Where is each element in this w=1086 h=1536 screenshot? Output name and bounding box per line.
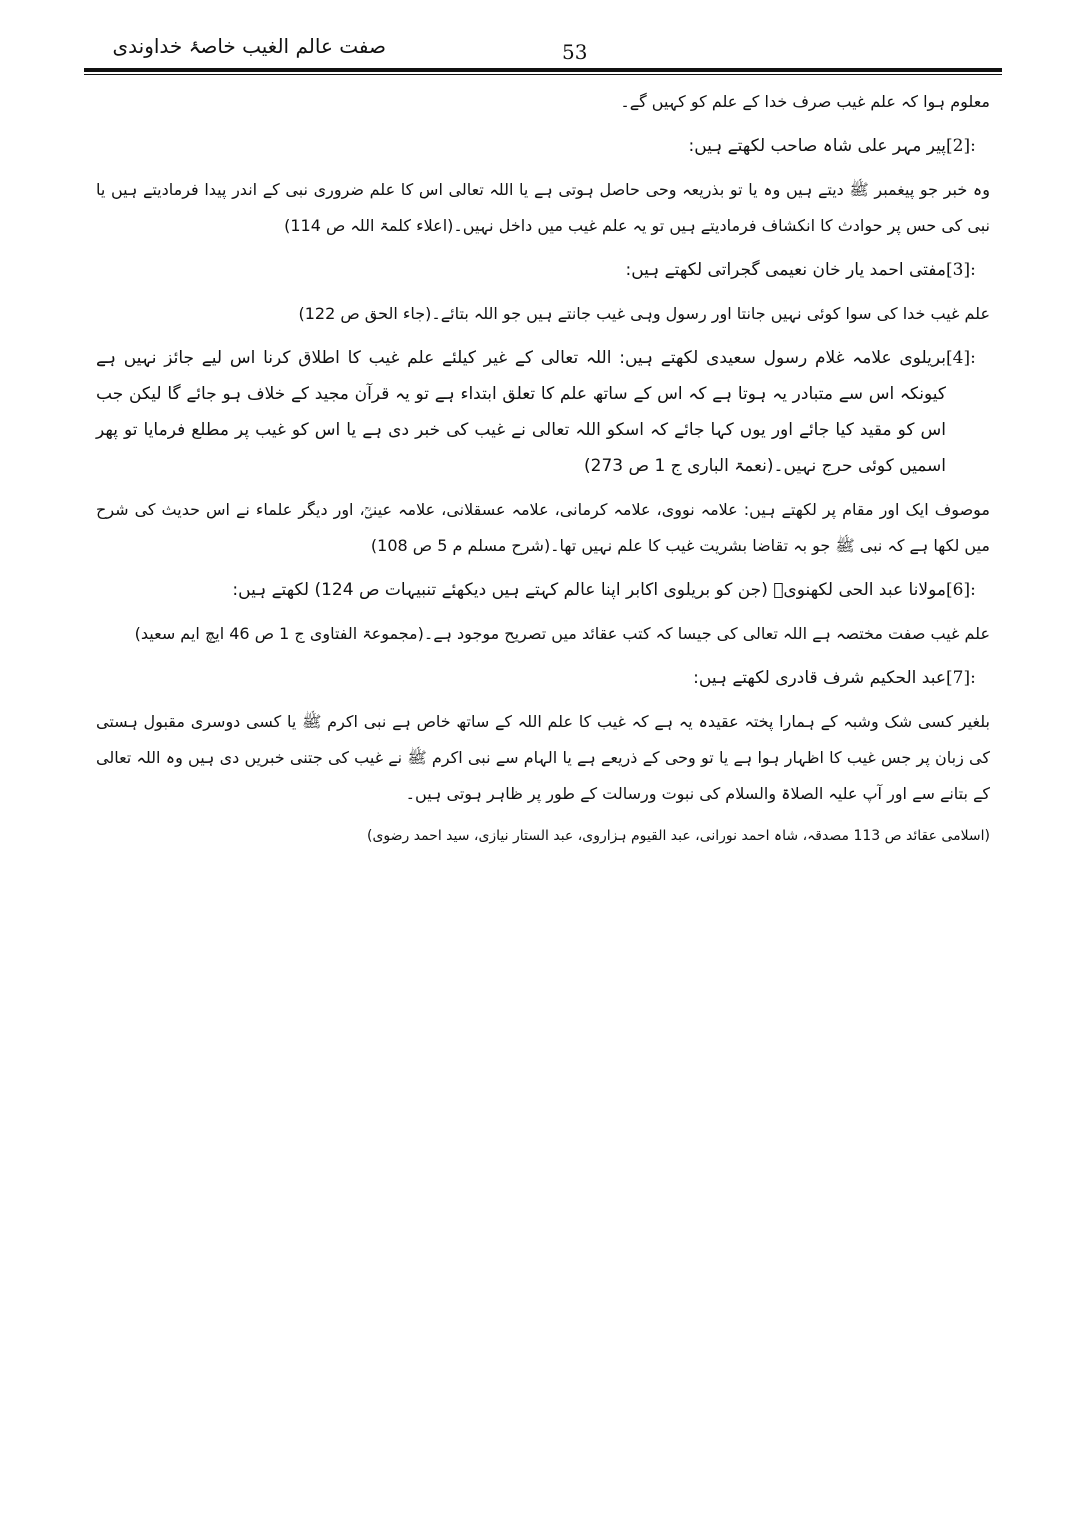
numbered-quote-heading (96, 572, 990, 608)
paragraph: معلوم ہوا کہ علم غیب صرف خدا کے علم کو کہیں گے۔ (620, 92, 990, 111)
paragraph: بلغیر کسی شک وشبہ کے ہمارا پختہ عقیدہ یہ ہے کہ غیب کا علم اللہ کے ساتھ خاص ہے نبی اکرم ﷺ یا کسی دوسری مقبول ہستی کی زبان پر جس غیب کا اظہار ہوا ہے یا تو وحی کے ذریعے ہے یا الہام سے نبی اکرم ﷺ نے غیب کی جتنی خبریں دی ہیں وہ اللہ تعالی کے بتانے سے اور آپ علیہ الصلاۃ والسلام کی نبوت ورسالت کے طور پر ظاہر ہوتی ہیں۔ (96, 712, 990, 803)
heading-text: عبد الحکیم شرف قادری لکھتے ہیں: (693, 668, 946, 688)
paragraph: موصوف ایک اور مقام پر لکھتے ہیں: علامہ نووی، علامہ کرمانی، علامہ عسقلانی، علامہ عینیؒ، اور دیگر علماء نے اس حدیث کی شرح میں لکھا ہے کہ نبی ﷺ جو بہ تقاضا بشریت غیب کا علم نہیں تھا۔(شرح مسلم م 5 ص 108) (96, 500, 990, 555)
numbered-quote-heading (96, 340, 990, 484)
paragraph: وہ خبر جو پیغمبر ﷺ دیتے ہیں وہ یا تو بذریعہ وحی حاصل ہوتی ہے یا اللہ تعالی اس کا علم ضروری نبی کے اندر پیدا فرمادیتے ہیں یا نبی کی حس پر حوادث کا انکشاف فرمادیتے ہیں تو یہ علم غیب میں داخل نہیں۔(اعلاء کلمۃ اللہ ص 114) (96, 180, 990, 235)
heading-text: پیر مہر علی شاہ صاحب لکھتے ہیں: (688, 136, 946, 156)
page-body (96, 84, 990, 864)
quote-number: [7]: (946, 668, 976, 688)
numbered-quote-heading (96, 660, 990, 696)
source-citation: (اسلامی عقائد ص 113 مصدقہ، شاہ احمد نورانی، عبد القیوم ہزاروی، عبد الستار نیازی، سید احمد رضوی) (366, 828, 990, 844)
numbered-quote-heading (96, 128, 990, 164)
quote-number: [3]: (946, 260, 976, 280)
heading-text: مفتی احمد یار خان نعیمی گجراتی لکھتے ہیں: (625, 260, 946, 280)
header-rule (84, 68, 1002, 72)
quote-number: [4]: (946, 348, 976, 368)
page-number: 53 (562, 40, 588, 64)
heading-text: مولانا عبد الحی لکھنویؒ (جن کو بریلوی اکابر اپنا عالم کہتے ہیں دیکھئے تنبیہات ص 124) لکھتے ہیں: (232, 580, 946, 600)
quoted-text: علم غیب خدا کی سوا کوئی نہیں جانتا اور رسول وہی غیب جانتے ہیں جو اللہ بتائے۔(جاء الحق ص 122) (298, 304, 990, 323)
quote-number: [2]: (946, 136, 976, 156)
heading-text: بریلوی علامہ غلام رسول سعیدی لکھتے ہیں: اللہ تعالی کے غیر کیلئے علم غیب کا اطلاق کرنا اس لیے جائز نہیں ہے کیونکہ اس سے متبادر یہ ہوتا ہے کہ اس کے ساتھ علم کا تعلق ابتداء ہے تو یہ قرآن مجید کے خلاف ہو جائے گا لیکن جب اس کو مقید کیا جائے اور یوں کہا جائے کہ اسکو اللہ تعالی نے غیب کی خبر دی ہے یا اس کو غیب پر مطلع فرمایا تو پھر اسمیں کوئی حرج نہیں۔(نعمۃ الباری ج 1 ص 273) (96, 348, 946, 476)
numbered-quote-heading (96, 252, 990, 288)
running-header-title: صفت عالم الغیب خاصۂ خداوندی (112, 34, 386, 58)
header-rule-thin (84, 74, 1002, 75)
quote-number: [6]: (946, 580, 976, 600)
quoted-text: علم غیب صفت مختصہ ہے اللہ تعالی کی جیسا کہ کتب عقائد میں تصریح موجود ہے۔(مجموعۃ الفتاوی ج 1 ص 46 ایچ ایم سعید) (134, 624, 990, 643)
